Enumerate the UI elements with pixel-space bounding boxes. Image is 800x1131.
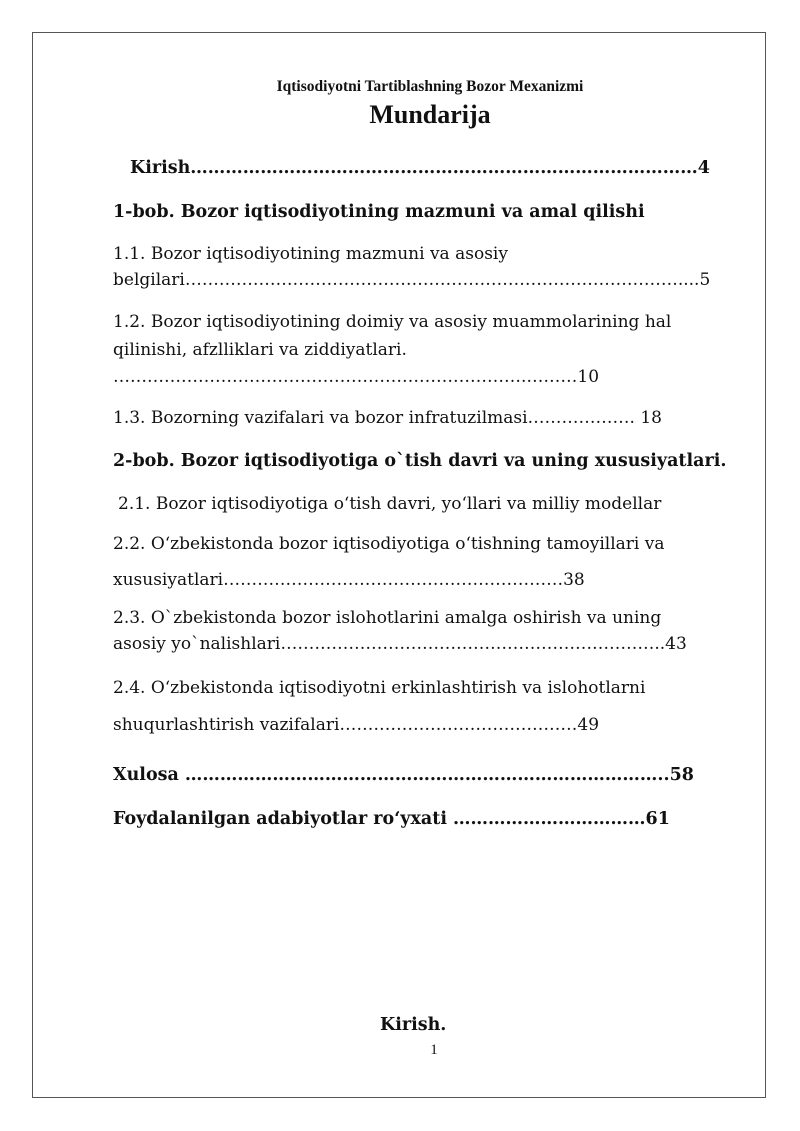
toc-section-1-1-leader[interactable]: belgilari……………………………………………………………………………....5 xyxy=(113,270,711,290)
toc-entry-xulosa[interactable]: Xulosa ………………………………………………………………………..58 xyxy=(113,765,694,785)
toc-section-2-4[interactable]: 2.4. O‘zbekistonda iqtisodiyotni erkinlashtirish va islohotlarni xyxy=(113,678,646,698)
toc-title: Mundarija xyxy=(369,100,491,129)
toc-section-2-3-leader[interactable]: asosiy yo`nalishlari…………………………………………………………..43 xyxy=(113,634,687,654)
toc-section-2-3[interactable]: 2.3. O`zbekistonda bozor islohotlarini amalga oshirish va uning xyxy=(113,608,662,628)
page-number: 1 xyxy=(430,1042,438,1058)
page-border xyxy=(32,32,766,1098)
toc-section-2-1[interactable]: 2.1. Bozor iqtisodiyotiga o‘tish davri, yo‘llari va milliy modellar xyxy=(118,494,662,514)
toc-section-1-2[interactable]: 1.2. Bozor iqtisodiyotining doimiy va asosiy muammolarining hal xyxy=(113,312,672,332)
toc-section-2-2[interactable]: 2.2. O‘zbekistonda bozor iqtisodiyotiga o‘tishning tamoyillari va xyxy=(113,534,665,554)
toc-chapter-1-title[interactable]: 1-bob. Bozor iqtisodiyotining mazmuni va amal qilishi xyxy=(113,202,645,222)
toc-entry-kirish[interactable]: Kirish……………………………………………………………………………4 xyxy=(130,158,710,178)
toc-section-2-2-leader[interactable]: xususiyatlari……………………………………………………38 xyxy=(113,570,585,590)
toc-section-1-2-line2[interactable]: qilinishi, afzlliklari va ziddiyatlari. xyxy=(113,340,407,360)
next-section-heading: Kirish. xyxy=(380,1015,447,1035)
toc-section-1-1[interactable]: 1.1. Bozor iqtisodiyotining mazmuni va asosiy xyxy=(113,244,508,264)
toc-section-1-3[interactable]: 1.3. Bozorning vazifalari va bozor infratuzilmasi………………. 18 xyxy=(113,408,662,428)
toc-section-2-4-leader[interactable]: shuqurlashtirish vazifalari……………………………………49 xyxy=(113,715,600,735)
toc-section-1-2-leader[interactable]: ……………………………………………………………….………10 xyxy=(113,367,600,387)
document-header-title: Iqtisodiyotni Tartiblashning Bozor Mexanizmi xyxy=(276,78,584,95)
toc-entry-adabiyotlar[interactable]: Foydalanilgan adabiyotlar ro‘yxati ……………………………61 xyxy=(113,809,670,829)
toc-chapter-2-title[interactable]: 2-bob. Bozor iqtisodiyotiga o`tish davri va uning xususiyatlari. xyxy=(113,451,727,471)
